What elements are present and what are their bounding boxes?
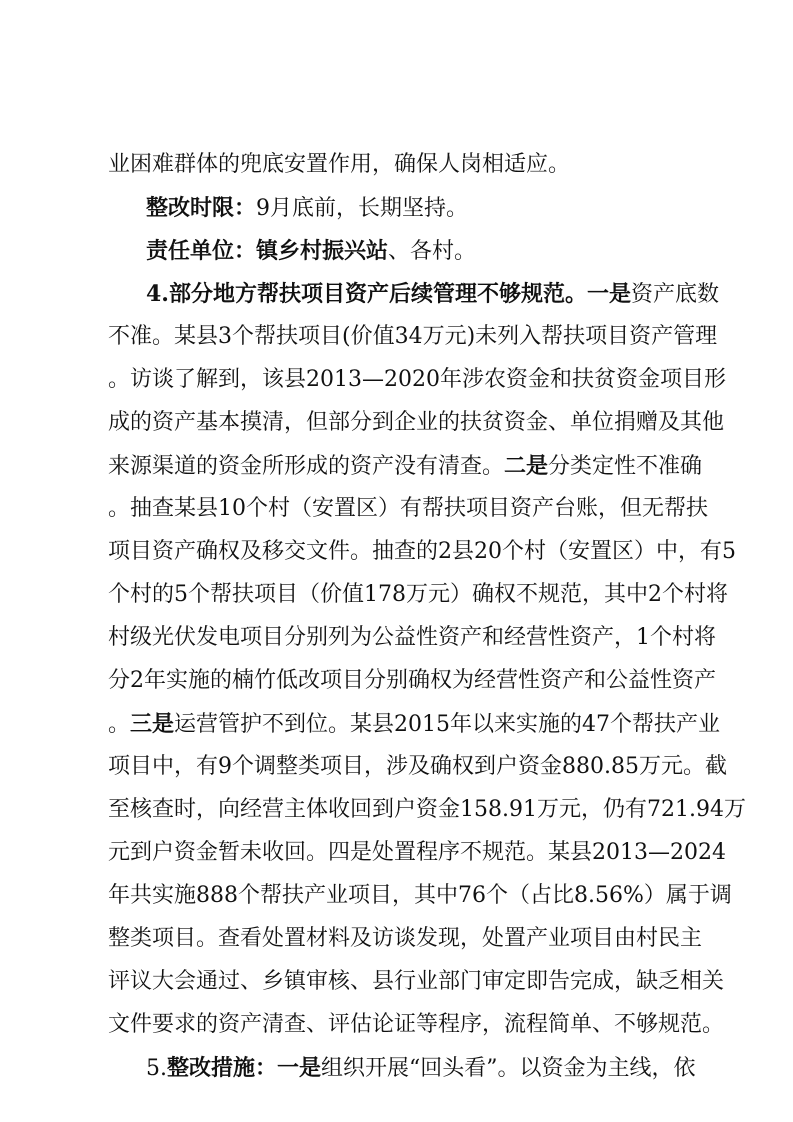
item-4-p1-label: 一是 <box>586 281 631 307</box>
item-5-text: 组织开展“回头看”。以资金为主线，依 <box>321 1056 696 1081</box>
body-line <box>108 410 725 436</box>
body-line <box>108 926 703 952</box>
body-line <box>108 324 718 350</box>
item-5-heading: 整改措施： <box>167 1055 278 1081</box>
body-line <box>108 625 716 651</box>
item-4-p1-start: 资产底数 <box>630 282 719 307</box>
item-5-label: 一是 <box>277 1055 322 1081</box>
text-line: 成的资产基本摸清，但部分到企业的扶贫资金、单位捐赠及其他 <box>108 410 725 435</box>
body-line <box>108 797 746 823</box>
body-line <box>108 453 703 480</box>
deadline-value: 9月底前，长期坚持。 <box>256 196 469 221</box>
text-line: 。访谈了解到，该县2013—2020年涉农资金和扶贫资金项目形 <box>108 367 726 392</box>
body-line <box>108 711 721 738</box>
text-line: 年共实施888个帮扶产业项目，其中76个（占比8.56%）属于调 <box>108 883 732 908</box>
body-line <box>108 969 725 995</box>
item-4-p3-label: 三是 <box>130 711 175 737</box>
text-line: 村级光伏发电项目分别列为公益性资产和经营性资产，1个村将 <box>108 625 716 650</box>
responsible-bold-value: 镇乡村振兴站 <box>256 238 389 264</box>
responsible-rest: 、各村。 <box>388 239 477 264</box>
responsible-unit-line <box>146 238 698 265</box>
item-4-heading: 4.部分地方帮扶项目资产后续管理不够规范。 <box>146 281 587 307</box>
paragraph-continuation <box>108 152 698 178</box>
body-line <box>108 754 727 780</box>
responsible-label: 责任单位： <box>146 238 257 264</box>
text-line: 分2年实施的楠竹低改项目分别确权为经营性资产和公益性资产 <box>108 668 716 693</box>
body-line <box>108 840 726 866</box>
text-line: 整类项目。查看处置材料及访谈发现，处置产业项目由村民主 <box>108 926 703 951</box>
body-line <box>108 668 716 694</box>
item-4-p3-start: 运营管护不到位。某县2015年以来实施的47个帮扶产业 <box>174 712 721 737</box>
deadline-label: 整改时限： <box>146 195 257 221</box>
item-5-number: 5. <box>146 1056 167 1081</box>
body-line <box>108 496 708 522</box>
text-line: 项目中，有9个调整类项目，涉及确权到户资金880.85万元。截 <box>108 754 727 779</box>
body-line <box>108 539 736 565</box>
text-line: 元到户资金暂未收回。四是处置程序不规范。某县2013—2024 <box>108 840 726 865</box>
item-5-line <box>146 1055 698 1082</box>
body-line <box>108 582 728 608</box>
text-line: 。抽查某县10个村（安置区）有帮扶项目资产台账，但无帮扶 <box>108 496 708 521</box>
deadline-line <box>146 195 698 222</box>
text-line: 文件要求的资产清查、评估论证等程序，流程简单、不够规范。 <box>108 1012 725 1037</box>
item-4-p2-start: 分类定性不准确 <box>548 454 703 479</box>
text-line: 业困难群体的兜底安置作用，确保人岗相适应。 <box>108 152 571 177</box>
body-line <box>108 1012 725 1038</box>
text-line: 项目资产确权及移交文件。抽查的2县20个村（安置区）中，有5 <box>108 539 736 564</box>
text-line: 个村的5个帮扶项目（价值178万元）确权不规范，其中2个村将 <box>108 582 728 607</box>
text-line: 不准。某县3个帮扶项目(价值34万元)未列入帮扶项目资产管理 <box>108 324 718 349</box>
text-line: 评议大会通过、乡镇审核、县行业部门审定即告完成，缺乏相关 <box>108 969 725 994</box>
item-4-p2-label: 二是 <box>504 453 549 479</box>
text-line: 至核查时，向经营主体收回到户资金158.91万元，仍有721.94万 <box>108 797 746 822</box>
body-line <box>108 883 732 909</box>
body-line <box>108 367 726 393</box>
item-4-heading-line <box>146 281 719 308</box>
text-prefix: 。 <box>108 712 131 737</box>
text-line: 来源渠道的资金所形成的资产没有清查。 <box>108 454 505 479</box>
